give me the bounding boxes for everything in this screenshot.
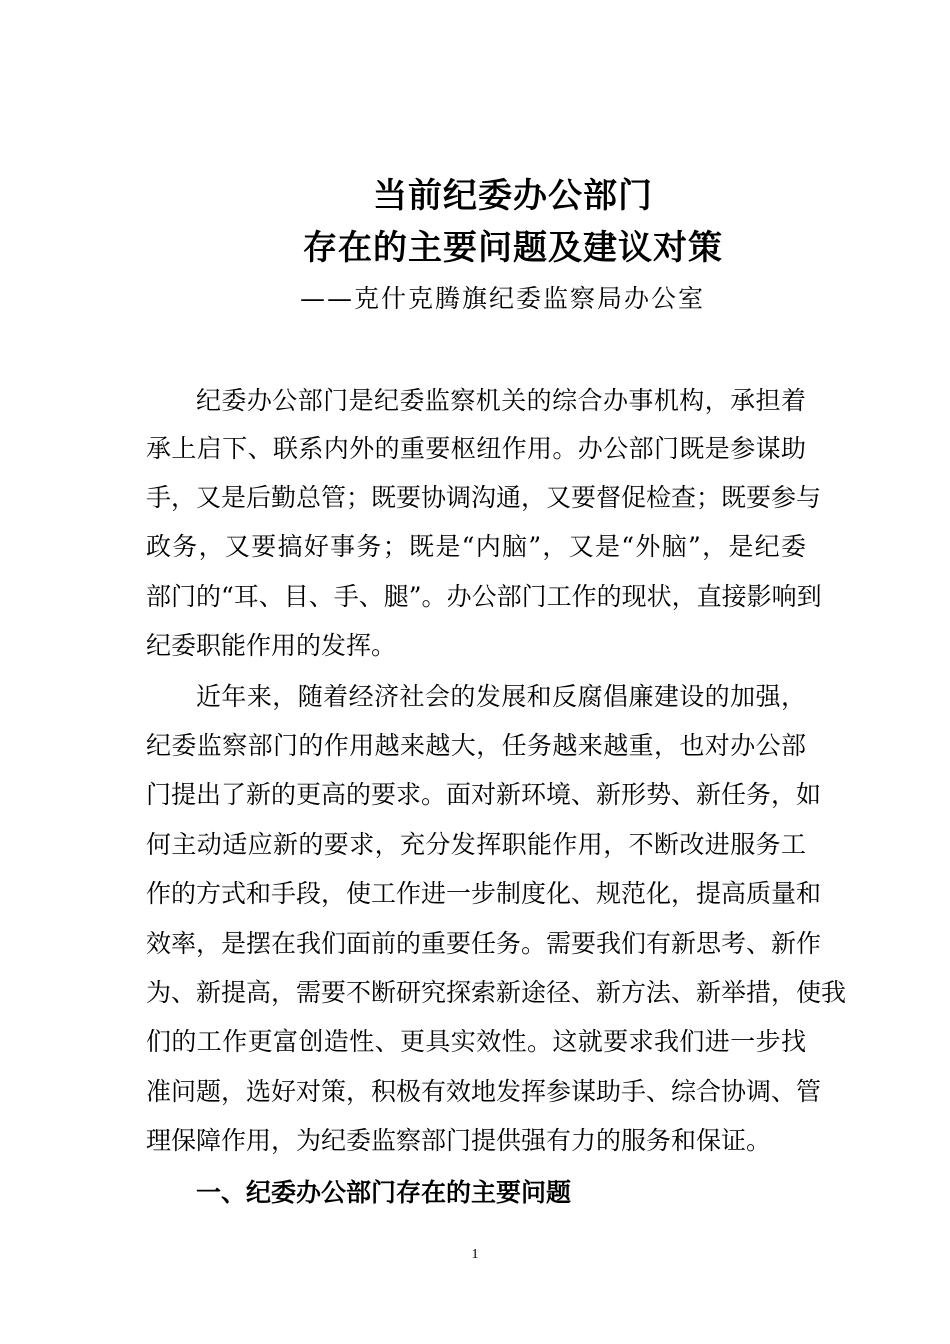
section-heading: 一、纪委办公部门存在的主要问题: [196, 1178, 572, 1207]
paragraph-line: 纪委监察部门的作用越来越大，任务越来越重，也对办公部: [146, 731, 806, 760]
paragraph-line: 为、新提高，需要不断研究探索新途径、新方法、新举措，使我: [146, 978, 847, 1007]
paragraph-line: 效率，是摆在我们面前的重要任务。需要我们有新思考、新作: [146, 929, 822, 958]
paragraph-line: 理保障作用，为纪委监察部门提供强有力的服务和保证。: [146, 1126, 772, 1155]
paragraph-line: 何主动适应新的要求，充分发挥职能作用，不断改进服务工: [146, 830, 806, 859]
paragraph-line: 纪委办公部门是纪委监察机关的综合办事机构，承担着: [196, 386, 806, 415]
document-subtitle: ——克什克腾旗纪委监察局办公室: [300, 284, 706, 313]
paragraph-line: 承上启下、联系内外的重要枢纽作用。办公部门既是参谋助: [146, 434, 806, 463]
paragraph-line: 们的工作更富创造性、更具实效性。这就要求我们进一步找: [146, 1027, 806, 1056]
document-title-line-1: 当前纪委办公部门: [373, 176, 653, 216]
paragraph-line: 手，又是后勤总管；既要协调沟通，又要督促检查；既要参与: [146, 483, 822, 512]
paragraph-line: 门提出了新的更高的要求。面对新环境、新形势、新任务，如: [146, 780, 822, 809]
paragraph-line: 准问题，选好对策，积极有效地发挥参谋助手、综合协调、管: [146, 1077, 822, 1106]
paragraph-line: 部门的“耳、目、手、腿”。办公部门工作的现状，直接影响到: [146, 582, 822, 611]
paragraph-line: 政务，又要搞好事务；既是“内脑”，又是“外脑”，是纪委: [146, 532, 806, 561]
paragraph-line: 作的方式和手段，使工作进一步制度化、规范化，提高质量和: [146, 879, 822, 908]
paragraph-line: 近年来，随着经济社会的发展和反腐倡廉建设的加强，: [196, 682, 806, 711]
document-title-line-2: 存在的主要问题及建议对策: [303, 228, 723, 268]
page-number: 1: [471, 1247, 479, 1262]
paragraph-line: 纪委职能作用的发挥。: [146, 631, 397, 660]
